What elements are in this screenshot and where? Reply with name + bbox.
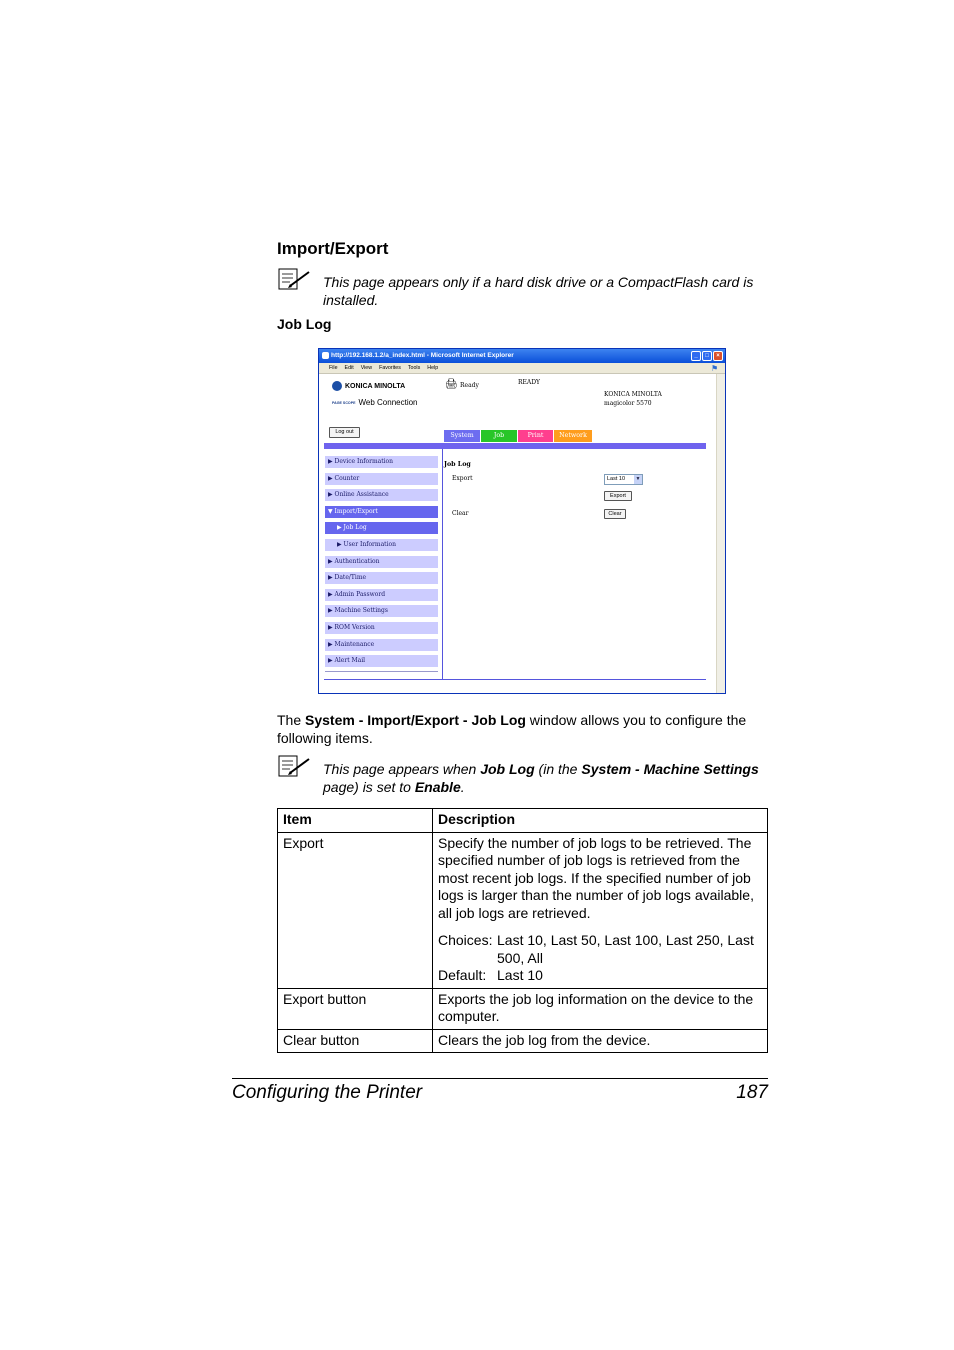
- page-bottom-rule: [324, 679, 706, 680]
- note-icon: [278, 268, 312, 292]
- note2-part4: .: [460, 778, 465, 795]
- body-rest: window allows you to configure the following items.: [277, 712, 747, 746]
- menu-file[interactable]: File: [329, 365, 338, 371]
- tab-underline-band: [324, 443, 706, 449]
- footer-chapter-title: Configuring the Printer: [232, 1082, 423, 1103]
- web-connection-label: Web Connection: [358, 398, 418, 407]
- model-name: [604, 390, 662, 408]
- browser-screenshot: [318, 348, 726, 694]
- sidebar-item-date-time[interactable]: ▶ Date/Time: [325, 572, 438, 584]
- note-text: [323, 761, 768, 796]
- sidebar-item-authentication[interactable]: ▶ Authentication: [325, 556, 438, 568]
- row-item: Export button: [278, 988, 433, 1029]
- page-number: 187: [736, 1082, 768, 1103]
- brand-logo: [332, 381, 405, 391]
- brand-name: KONICA MINOLTA: [345, 382, 406, 390]
- sidebar-item-maintenance[interactable]: ▶ Maintenance: [325, 639, 438, 651]
- content-divider: [442, 449, 443, 679]
- table-header-row: [278, 809, 768, 833]
- export-button[interactable]: Export: [604, 491, 632, 501]
- description-text: Specify the number of job logs to be retrieved. The specified number of job logs is retrieved from the most recent job logs. If the specified number of job logs is larger than the number of job logs available, all job logs are retrieved.: [438, 834, 754, 921]
- export-count-select[interactable]: [604, 474, 643, 485]
- menu-edit[interactable]: Edit: [344, 365, 354, 371]
- ie-logo-icon: [322, 352, 329, 359]
- table-row: [278, 988, 768, 1029]
- sidebar-item-admin-password[interactable]: ▶ Admin Password: [325, 589, 438, 601]
- default-label: Default:: [438, 967, 487, 983]
- tab-system[interactable]: System: [444, 430, 480, 442]
- note2-part2: (in the: [534, 761, 582, 777]
- status-label: Ready: [460, 382, 479, 389]
- printer-status-icon: 🖨: [445, 379, 458, 390]
- sidebar-item-import-export[interactable]: ▼ Import/Export: [325, 506, 438, 518]
- menu-help[interactable]: Help: [427, 365, 439, 371]
- sidebar-item-machine-settings[interactable]: ▶ Machine Settings: [325, 605, 438, 617]
- body-lead: The: [277, 712, 306, 728]
- sidebar-item-online-assistance[interactable]: ▶ Online Assistance: [325, 489, 438, 501]
- items-table: [277, 808, 768, 1053]
- choices-label: Choices:: [438, 932, 493, 948]
- ready-text: READY: [518, 379, 541, 386]
- sidebar-item-user-information[interactable]: ▶ User Information: [325, 539, 438, 551]
- note-icon: [278, 755, 312, 779]
- tab-job[interactable]: Job: [481, 430, 517, 442]
- tab-print[interactable]: Print: [518, 430, 553, 442]
- sidebar-item-device-information[interactable]: ▶ Device Information: [325, 456, 438, 468]
- content-title: Job Log: [444, 461, 471, 468]
- pagescope-logo-icon: PAGE SCOPE: [332, 400, 356, 405]
- row-description: Exports the job log information on the device to the computer.: [433, 988, 768, 1029]
- footer-rule: [232, 1078, 768, 1079]
- default-value: Last 10: [497, 967, 543, 983]
- header-description: Description: [433, 809, 768, 833]
- sidebar-bottom-rule: [325, 671, 438, 672]
- menu-tools[interactable]: Tools: [407, 365, 421, 371]
- windows-flag-icon: ⚑: [711, 364, 719, 373]
- default-row: [438, 967, 762, 985]
- clear-button[interactable]: Clear: [604, 509, 626, 519]
- clear-label: Clear: [452, 510, 469, 517]
- model-brand: KONICA MINOLTA: [604, 391, 662, 398]
- subsection-title: Job Log: [277, 316, 332, 332]
- body-paragraph: [277, 712, 769, 747]
- tab-network[interactable]: Network: [554, 430, 592, 442]
- sidebar-item-counter[interactable]: ▶ Counter: [325, 473, 438, 485]
- menu-favorites[interactable]: Favorites: [379, 365, 401, 371]
- note2-bold3: Enable: [414, 778, 461, 795]
- note2-bold2: System - Machine Settings: [581, 761, 759, 777]
- row-item: Export: [278, 832, 433, 988]
- sidebar-item-rom-version[interactable]: ▶ ROM Version: [325, 622, 438, 634]
- choices-value: Last 10, Last 50, Last 100, Last 250, Last 500, All: [497, 932, 754, 966]
- maximize-icon[interactable]: □: [702, 351, 712, 361]
- scrollbar[interactable]: [716, 374, 725, 693]
- section-title: Import/Export: [277, 239, 389, 258]
- row-item: Clear button: [278, 1029, 433, 1053]
- chevron-down-icon[interactable]: ▼: [635, 476, 641, 482]
- window-title: http://192.168.1.2/a_index.html - Microsoft Internet Explorer: [331, 352, 514, 359]
- header-item: Item: [278, 809, 433, 833]
- export-count-value: Last 10: [607, 476, 626, 482]
- row-description: [433, 832, 768, 988]
- sidebar-item-job-log[interactable]: ▶ Job Log: [325, 522, 438, 534]
- choices-row: [438, 932, 762, 967]
- note2-part1: This page appears when: [323, 761, 481, 777]
- minimize-icon[interactable]: _: [691, 351, 701, 361]
- row-description: Clears the job log from the device.: [433, 1029, 768, 1053]
- menu-view[interactable]: View: [360, 365, 373, 371]
- sidebar-item-alert-mail[interactable]: ▶ Alert Mail: [325, 655, 438, 667]
- web-connection-logo: [332, 398, 418, 407]
- konica-minolta-logo-icon: [332, 381, 342, 391]
- table-row: [278, 1029, 768, 1053]
- note-text: This page appears only if a hard disk drive or a CompactFlash card is installed.: [323, 274, 754, 308]
- model-number: magicolor 5570: [604, 400, 652, 407]
- export-label: Export: [452, 475, 473, 482]
- close-icon[interactable]: ×: [713, 351, 723, 361]
- note2-part3: page) is set to: [323, 778, 415, 795]
- menu-bar: [319, 363, 725, 374]
- table-row: [278, 832, 768, 988]
- window-titlebar: [319, 349, 725, 363]
- note2-bold1: Job Log: [480, 761, 535, 777]
- logout-button[interactable]: Log out: [329, 427, 360, 438]
- body-bold: System - Import/Export - Job Log: [305, 712, 526, 728]
